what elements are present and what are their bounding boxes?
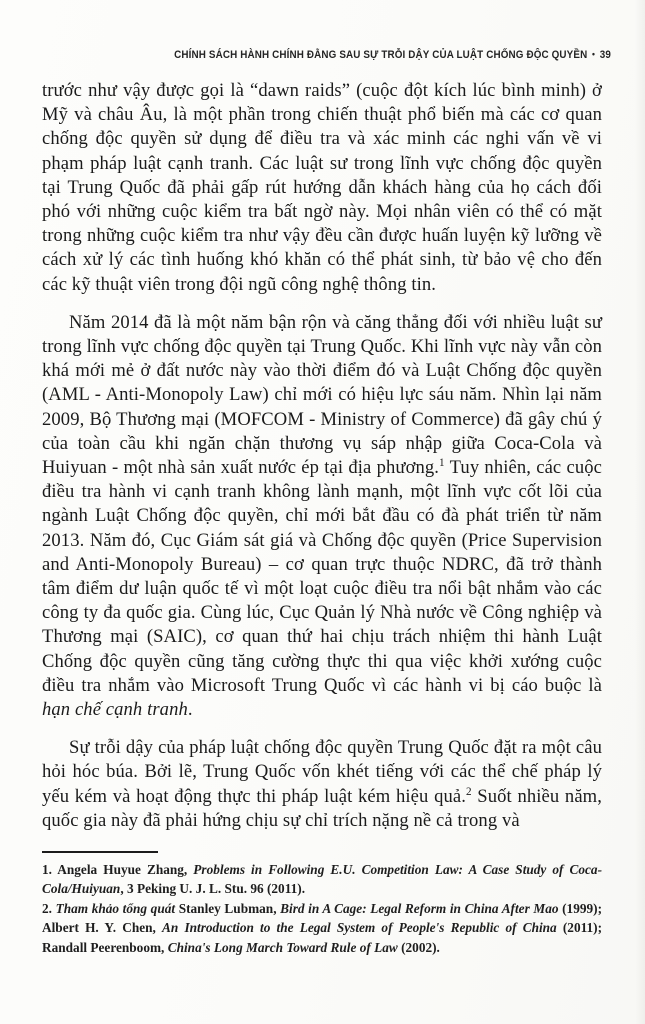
text-segment: China's Long March Toward Rule of Law — [167, 939, 398, 955]
page-number: 39 — [599, 49, 611, 61]
text-segment: Sự trỗi dậy của pháp luật chống độc quyền Trung Quốc đặt ra một câu hỏi hóc búa. Bởi lẽ, Trung Quốc vốn khét tiếng với các thể chế pháp lý yếu kém và hoạt động thực thi pháp luật kém hiệu quả. — [42, 737, 602, 807]
footnote-area — [42, 851, 602, 957]
footnote-separator — [42, 851, 158, 853]
text-segment: (2002). — [397, 939, 440, 955]
paragraph — [42, 736, 602, 833]
text-segment: Tham khảo tổng quát — [55, 900, 176, 916]
text-segment: Tuy nhiên, các cuộc điều tra hành vi cạnh tranh không lành mạnh, một lĩnh vực cốt lõi của ngành Luật Chống độc quyền, chỉ mới bắt đầu có đà phát triển từ năm 2013. Năm đó, Cục Giám sát giá và Chống độc quyền (Price Supervision and Anti-Monopoly Bureau) – cơ quan trực thuộc NDRC, đã trở thành tâm điểm dư luận quốc tế vì một loạt cuộc điều tra nổi bật nhắm vào các công ty đa quốc gia. Cùng lúc, Cục Quản lý Nhà nước về Công nghiệp và Thương mại (SAIC), cơ quan thứ hai chịu trách nhiệm thi hành Luật Chống độc quyền cũng tăng cường thực thi qua việc khởi xướng cuộc điều tra nhắm vào Microsoft Trung Quốc vì các hành vi bị cáo buộc là — [42, 457, 602, 696]
header-bullet-icon: • — [592, 49, 596, 59]
footnotes — [42, 860, 602, 957]
running-header-title: CHÍNH SÁCH HÀNH CHÍNH ĐẰNG SAU SỰ TRỖI DẬY CỦA LUẬT CHỐNG ĐỘC QUYỀN — [174, 49, 588, 61]
footnote — [42, 899, 602, 957]
text-segment: Bird in A Cage: Legal Reform in China After Mao — [280, 900, 559, 916]
running-header — [80, 49, 611, 61]
paragraph — [42, 311, 602, 722]
text-segment: . — [187, 699, 193, 721]
text-segment: hạn chế cạnh tranh — [42, 699, 188, 721]
footnote — [42, 860, 602, 899]
text-segment: Problems in Following E.U. Competition Law: A Case Study of Coca-Cola/Huiyuan — [42, 862, 603, 897]
text-segment: trước như vậy được gọi là “dawn raids” (cuộc đột kích lúc bình minh) ở Mỹ và châu Âu, là một phần trong chiến thuật phổ biến mà các cơ quan chống độc quyền sử dụng để điều tra và xác minh các nghi vấn về vi phạm pháp luật cạnh tranh. Các luật sư trong lĩnh vực chống độc quyền tại Trung Quốc đã phải gấp rút hướng dẫn khách hàng của họ cách đối phó với những cuộc kiểm tra bất ngờ này. Mọi nhân viên có thể có mặt trong những cuộc kiểm tra như vậy đều cần được huấn luyện kỹ lưỡng về cách xử lý các tình huống khó khăn có thể phát sinh, từ bảo vệ cho đến các kỹ thuật viên trong đội ngũ công nghệ thông tin. — [42, 80, 602, 295]
text-segment: Stanley Lubman, — [175, 900, 281, 916]
text-segment: , 3 Peking U. J. L. Stu. 96 (2011). — [120, 881, 306, 897]
text-segment: 1. Angela Huyue Zhang, — [42, 862, 194, 877]
text-segment: 2. — [42, 900, 56, 916]
paragraph — [42, 79, 602, 297]
footnote-ref: 2 — [465, 785, 472, 798]
body-text — [42, 79, 602, 833]
text-segment: An Introduction to the Legal System of People's Republic of China — [162, 920, 557, 936]
text-segment: Suốt nhiều năm, quốc gia này đã phải hứng chịu sự chỉ trích nặng nề cả trong và — [42, 785, 602, 831]
text-segment: (2011); Randall Peerenboom, — [42, 920, 603, 955]
text-segment: Năm 2014 đã là một năm bận rộn và căng thẳng đối với nhiều luật sư trong lĩnh vực chống độc quyền tại Trung Quốc. Khi lĩnh vực này vẫn còn khá mới mẻ ở đất nước này vào thời điểm đó và Luật Chống độc quyền (AML - Anti-Monopoly Law) chỉ mới có hiệu lực sáu năm. Nhìn lại năm 2009, Bộ Thương mại (MOFCOM - Ministry of Commerce) đã gây chú ý của toàn cầu khi ngăn chặn thương vụ sáp nhập giữa Coca-Cola và Huiyuan - một nhà sản xuất nước ép tại địa phương. — [42, 311, 602, 479]
footnote-ref: 1 — [439, 456, 445, 469]
text-segment: (1999); Albert H. Y. Chen, — [42, 900, 602, 936]
